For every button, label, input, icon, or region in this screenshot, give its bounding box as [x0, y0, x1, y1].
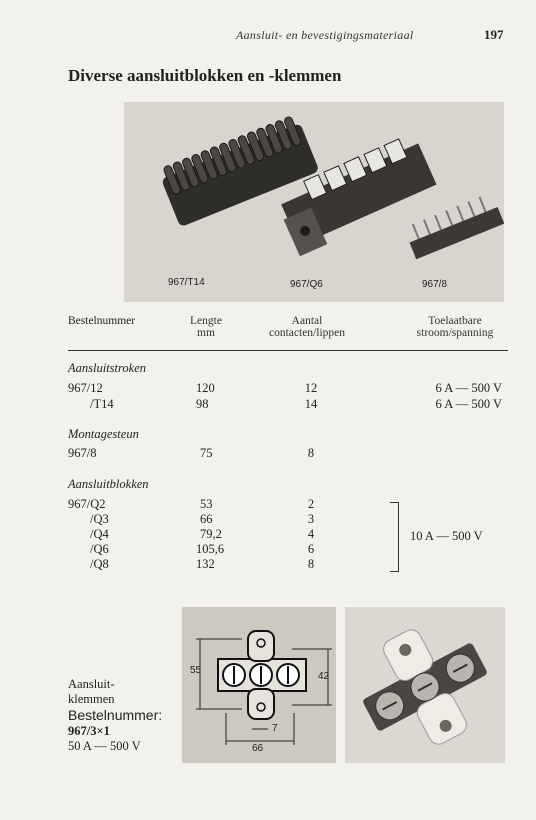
- row-lengte: 66: [200, 512, 213, 526]
- header-aantal-line1: Aantal: [291, 315, 323, 327]
- group-title-aansluitblokken: Aansluitblokken: [68, 477, 149, 491]
- clamp-photo: [345, 607, 505, 763]
- row-lengte: 75: [200, 446, 213, 460]
- row-lengte: 98: [196, 397, 209, 411]
- row-nr: /T14: [90, 397, 114, 411]
- clamp-rating: 50 A — 500 V: [68, 739, 141, 753]
- row-aantal: 12: [304, 381, 318, 395]
- row-nr: /Q8: [90, 557, 109, 571]
- clamp-line-3: Bestelnummer:: [68, 707, 163, 723]
- dimension-drawing-svg: [182, 607, 336, 763]
- row-aantal: 6: [307, 542, 315, 556]
- row-lengte: 53: [200, 497, 213, 511]
- rating-bracket: [390, 502, 399, 572]
- dim-height: 55: [190, 665, 202, 676]
- row-rating: 6 A — 500 V: [435, 397, 502, 411]
- row-aantal: 2: [307, 497, 315, 511]
- group-title-aansluitstroken: Aansluitstroken: [68, 361, 147, 375]
- row-nr: /Q4: [90, 527, 109, 541]
- header-lengte-line2: mm: [197, 327, 215, 339]
- clamp-description: [68, 677, 162, 754]
- header-toelaatbare: [400, 315, 510, 339]
- table-header-rule: [68, 350, 508, 351]
- row-aantal: 4: [307, 527, 315, 541]
- header-aantal: [252, 315, 362, 339]
- row-aantal: 8: [307, 557, 315, 571]
- clamp-line-2: klemmen: [68, 692, 115, 706]
- page-title: Diverse aansluitblokken en -klemmen: [68, 66, 342, 85]
- header-bestelnummer: Bestelnummer: [68, 315, 136, 327]
- photo-label-t14: 967/T14: [168, 277, 205, 288]
- row-lengte: 120: [196, 381, 215, 395]
- dimension-drawing: [182, 607, 336, 763]
- row-nr: 967/Q2: [68, 497, 106, 511]
- header-toelaatbare-line1: Toelaatbare: [428, 315, 482, 327]
- running-header: Aansluit- en bevestigingsmateriaal: [236, 28, 414, 42]
- photo-label-q6: 967/Q6: [290, 279, 323, 290]
- header-lengte-line1: Lengte: [190, 315, 222, 327]
- dim-gap: 7: [272, 723, 278, 734]
- row-rating: 6 A — 500 V: [435, 381, 502, 395]
- group-title-montagesteun: Montagesteun: [68, 427, 139, 441]
- page-number: 197: [484, 27, 504, 42]
- header-lengte: [176, 315, 236, 339]
- clamp-line-1: Aansluit-: [68, 677, 115, 691]
- row-nr: /Q3: [90, 512, 109, 526]
- row-nr: 967/12: [68, 381, 103, 395]
- product-photo: [124, 102, 504, 302]
- row-aantal: 14: [304, 397, 318, 411]
- row-lengte: 132: [196, 557, 215, 571]
- header-aantal-line2: contacten/lippen: [269, 327, 345, 339]
- dim-inner-height: 42: [318, 671, 330, 682]
- clamp-photo-illustration: [345, 607, 505, 763]
- photo-label-8: 967/8: [422, 279, 448, 290]
- row-nr: 967/8: [68, 446, 97, 460]
- row-aantal: 8: [307, 446, 315, 460]
- row-lengte: 105,6: [196, 542, 225, 556]
- row-nr: /Q6: [90, 542, 109, 556]
- row-aantal: 3: [307, 512, 315, 526]
- row-lengte: 79,2: [200, 527, 222, 541]
- dim-width: 66: [252, 743, 264, 754]
- shared-rating: 10 A — 500 V: [410, 529, 483, 543]
- product-photo-illustration: [124, 102, 504, 302]
- header-toelaatbare-line2: stroom/spanning: [416, 327, 494, 339]
- clamp-order-number: 967/3×1: [68, 724, 110, 738]
